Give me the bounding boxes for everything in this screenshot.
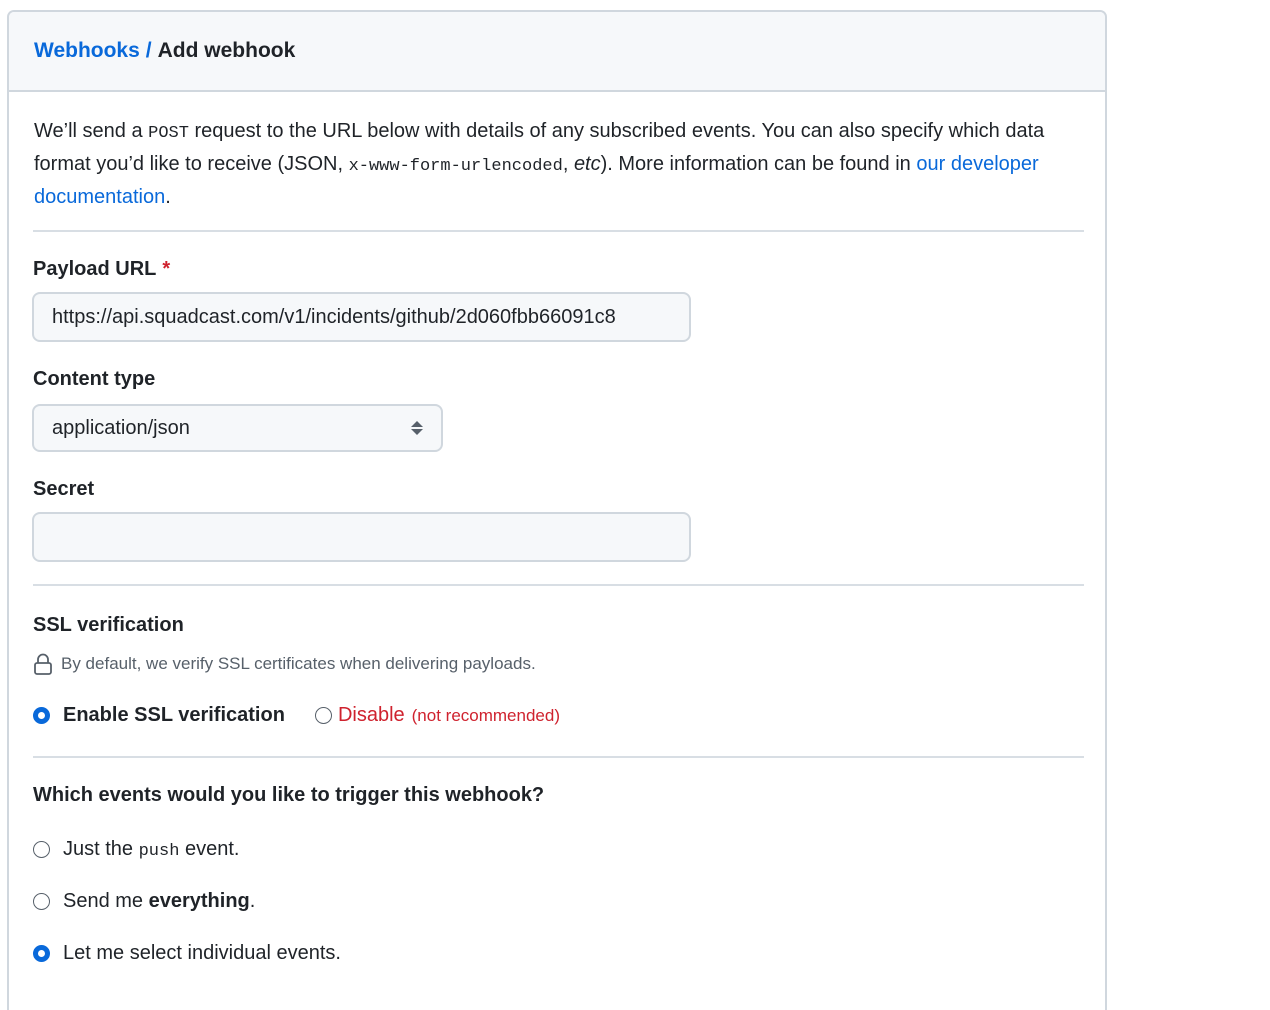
event-option-everything[interactable] [33,890,255,913]
ssl-note-text: By default, we verify SSL certificates when delivering payloads. [61,654,536,673]
everything-label: Send me everything. [63,890,256,912]
breadcrumb [9,12,1105,92]
event-option-select[interactable] [33,942,341,965]
divider [33,756,1084,758]
intro-text-part: . [165,186,171,208]
secret-label: Secret [33,478,95,500]
everything-radio[interactable] [33,893,50,910]
events-question: Which events would you like to trigger this webhook? [33,784,545,806]
breadcrumb-separator: / [145,39,152,62]
add-webhook-panel [7,10,1107,1010]
select-events-label: Let me select individual events. [63,942,341,964]
page-title: Add webhook [157,39,296,62]
disable-ssl-label: Disable [337,704,405,726]
content-type-select[interactable] [32,404,443,452]
developer-documentation-link[interactable]: our developer documentation [34,153,1039,208]
payload-url-label: Payload URL * [33,258,171,280]
intro-etc: etc [573,153,601,175]
disable-ssl-option[interactable] [315,704,560,727]
content-type-value: application/json [52,416,190,439]
intro-text-part: request to the URL below with details of any subscribed events. You can also specify which data format you’d like to receive (JSON, [34,120,1045,175]
content-type-label: Content type [33,368,156,390]
payload-url-input[interactable]: https://api.squadcast.com/v1/incidents/github/2d060fbb66091c8 [32,292,691,342]
intro-text-part: ). More information can be found in [600,153,917,175]
breadcrumb-webhooks-link[interactable]: Webhooks [34,39,140,62]
intro-code-post: POST [148,124,189,143]
ssl-verification-heading: SSL verification [33,614,184,636]
intro-text-part: , [562,153,574,175]
intro-code-urlencoded: x-www-form-urlencoded [348,157,563,176]
divider [33,230,1084,232]
intro-text-part: We’ll send a [34,120,149,142]
lock-icon [33,653,53,675]
push-event-radio[interactable] [33,841,50,858]
ssl-note [33,653,536,675]
select-arrows-icon [411,421,423,435]
enable-ssl-option[interactable] [33,704,285,727]
push-event-label: Just the push event. [63,838,240,861]
select-events-radio[interactable] [33,945,50,962]
enable-ssl-radio[interactable] [33,707,50,724]
ssl-options [33,704,560,727]
not-recommended-note: (not recommended) [411,705,560,725]
event-option-push[interactable] [33,838,239,861]
divider [33,584,1084,586]
secret-input[interactable] [32,512,691,562]
required-mark: * [162,258,171,280]
intro-text [34,116,1081,212]
enable-ssl-label: Enable SSL verification [63,704,285,726]
disable-ssl-radio[interactable] [315,707,332,724]
